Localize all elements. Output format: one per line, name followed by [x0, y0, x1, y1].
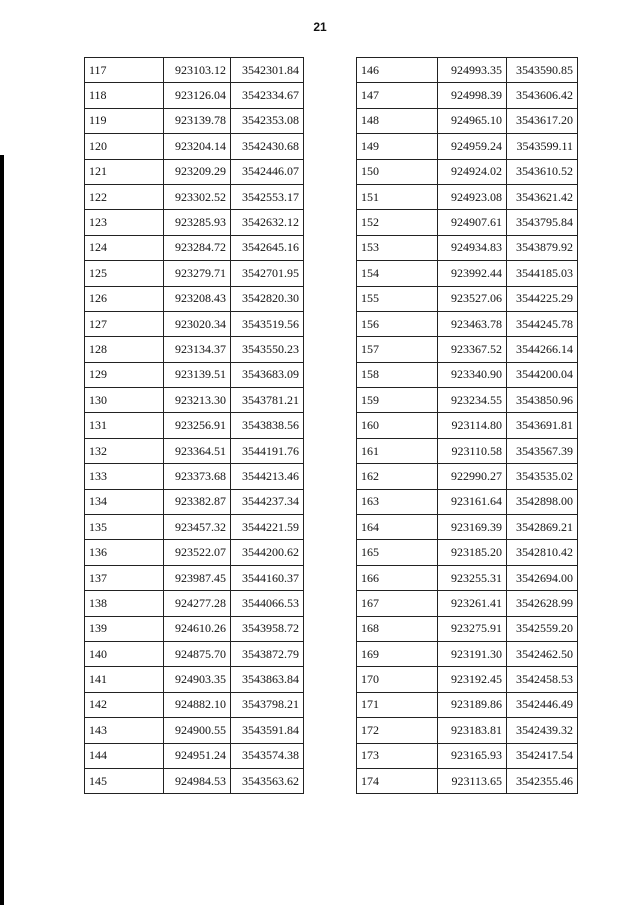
table-row: [85, 388, 304, 413]
table-row: [357, 591, 578, 616]
point-number-cell: 127: [85, 311, 164, 336]
x-coordinate-cell: 924907.61: [438, 210, 507, 235]
x-coordinate-cell: 923204.14: [164, 134, 231, 159]
table-row: [85, 540, 304, 565]
point-number-cell: 155: [357, 286, 438, 311]
point-number-cell: 138: [85, 591, 164, 616]
x-coordinate-cell: 923139.78: [164, 108, 231, 133]
table-row: [357, 362, 578, 387]
point-number-cell: 117: [85, 58, 164, 83]
y-coordinate-cell: 3544266.14: [507, 337, 578, 362]
x-coordinate-cell: 924993.35: [438, 58, 507, 83]
y-coordinate-cell: 3543683.09: [231, 362, 304, 387]
point-number-cell: 149: [357, 134, 438, 159]
table-row: [357, 83, 578, 108]
x-coordinate-cell: 923261.41: [438, 591, 507, 616]
point-number-cell: 156: [357, 311, 438, 336]
page-number: 21: [313, 20, 327, 34]
x-coordinate-cell: 923165.93: [438, 743, 507, 768]
x-coordinate-cell: 923192.45: [438, 667, 507, 692]
point-number-cell: 154: [357, 261, 438, 286]
y-coordinate-cell: 3543519.56: [231, 311, 304, 336]
x-coordinate-cell: 923189.86: [438, 692, 507, 717]
y-coordinate-cell: 3543590.85: [507, 58, 578, 83]
x-coordinate-cell: 924882.10: [164, 692, 231, 717]
x-coordinate-cell: 923382.87: [164, 489, 231, 514]
point-number-cell: 162: [357, 464, 438, 489]
point-number-cell: 150: [357, 159, 438, 184]
x-coordinate-cell: 923234.55: [438, 388, 507, 413]
table-row: [357, 515, 578, 540]
point-number-cell: 121: [85, 159, 164, 184]
x-coordinate-cell: 923169.39: [438, 515, 507, 540]
x-coordinate-cell: 922990.27: [438, 464, 507, 489]
point-number-cell: 134: [85, 489, 164, 514]
y-coordinate-cell: 3543610.52: [507, 159, 578, 184]
table-row: [357, 743, 578, 768]
y-coordinate-cell: 3542439.32: [507, 718, 578, 743]
y-coordinate-cell: 3542694.00: [507, 565, 578, 590]
y-coordinate-cell: 3544191.76: [231, 438, 304, 463]
y-coordinate-cell: 3543563.62: [231, 768, 304, 793]
x-coordinate-cell: 923367.52: [438, 337, 507, 362]
y-coordinate-cell: 3544185.03: [507, 261, 578, 286]
point-number-cell: 119: [85, 108, 164, 133]
y-coordinate-cell: 3544245.78: [507, 311, 578, 336]
table-row: [85, 641, 304, 666]
table-row: [357, 388, 578, 413]
y-coordinate-cell: 3542462.50: [507, 641, 578, 666]
x-coordinate-cell: 923103.12: [164, 58, 231, 83]
table-row: [357, 58, 578, 83]
table-row: [357, 464, 578, 489]
y-coordinate-cell: 3543850.96: [507, 388, 578, 413]
y-coordinate-cell: 3542632.12: [231, 210, 304, 235]
x-coordinate-cell: 923134.37: [164, 337, 231, 362]
point-number-cell: 135: [85, 515, 164, 540]
x-coordinate-cell: 924959.24: [438, 134, 507, 159]
point-number-cell: 158: [357, 362, 438, 387]
point-number-cell: 147: [357, 83, 438, 108]
point-number-cell: 140: [85, 641, 164, 666]
x-coordinate-cell: 924934.83: [438, 235, 507, 260]
y-coordinate-cell: 3543798.21: [231, 692, 304, 717]
table-row: [85, 438, 304, 463]
y-coordinate-cell: 3543617.20: [507, 108, 578, 133]
y-coordinate-cell: 3543621.42: [507, 184, 578, 209]
y-coordinate-cell: 3543599.11: [507, 134, 578, 159]
y-coordinate-cell: 3542810.42: [507, 540, 578, 565]
point-number-cell: 160: [357, 413, 438, 438]
x-coordinate-cell: 924610.26: [164, 616, 231, 641]
table-row: [357, 261, 578, 286]
point-number-cell: 153: [357, 235, 438, 260]
point-number-cell: 126: [85, 286, 164, 311]
point-number-cell: 174: [357, 768, 438, 793]
table-row: [85, 362, 304, 387]
point-number-cell: 145: [85, 768, 164, 793]
point-number-cell: 124: [85, 235, 164, 260]
table-row: [85, 565, 304, 590]
y-coordinate-cell: 3542553.17: [231, 184, 304, 209]
table-row: [85, 159, 304, 184]
y-coordinate-cell: 3544237.34: [231, 489, 304, 514]
y-coordinate-cell: 3542334.67: [231, 83, 304, 108]
y-coordinate-cell: 3542301.84: [231, 58, 304, 83]
x-coordinate-cell: 923114.80: [438, 413, 507, 438]
y-coordinate-cell: 3543838.56: [231, 413, 304, 438]
x-coordinate-cell: 923302.52: [164, 184, 231, 209]
y-coordinate-cell: 3542869.21: [507, 515, 578, 540]
table-row: [85, 464, 304, 489]
y-coordinate-cell: 3543550.23: [231, 337, 304, 362]
point-number-cell: 143: [85, 718, 164, 743]
table-row: [357, 235, 578, 260]
x-coordinate-cell: 924924.02: [438, 159, 507, 184]
table-row: [357, 641, 578, 666]
x-coordinate-cell: 924903.35: [164, 667, 231, 692]
y-coordinate-cell: 3543567.39: [507, 438, 578, 463]
point-number-cell: 168: [357, 616, 438, 641]
y-coordinate-cell: 3543535.02: [507, 464, 578, 489]
x-coordinate-cell: 923255.31: [438, 565, 507, 590]
x-coordinate-cell: 923183.81: [438, 718, 507, 743]
y-coordinate-cell: 3543591.84: [231, 718, 304, 743]
point-number-cell: 163: [357, 489, 438, 514]
table-row: [85, 591, 304, 616]
x-coordinate-cell: 923284.72: [164, 235, 231, 260]
point-number-cell: 137: [85, 565, 164, 590]
point-number-cell: 164: [357, 515, 438, 540]
table-row: [357, 438, 578, 463]
table-row: [357, 768, 578, 793]
table-row: [85, 667, 304, 692]
point-number-cell: 159: [357, 388, 438, 413]
table-row: [357, 565, 578, 590]
table-row: [85, 261, 304, 286]
point-number-cell: 142: [85, 692, 164, 717]
y-coordinate-cell: 3542628.99: [507, 591, 578, 616]
point-number-cell: 130: [85, 388, 164, 413]
y-coordinate-cell: 3544066.53: [231, 591, 304, 616]
y-coordinate-cell: 3542820.30: [231, 286, 304, 311]
table-row: [85, 210, 304, 235]
table-row: [85, 489, 304, 514]
x-coordinate-cell: 923992.44: [438, 261, 507, 286]
x-coordinate-cell: 923279.71: [164, 261, 231, 286]
table-row: [85, 311, 304, 336]
point-number-cell: 171: [357, 692, 438, 717]
x-coordinate-cell: 924984.53: [164, 768, 231, 793]
table-row: [357, 134, 578, 159]
y-coordinate-cell: 3543863.84: [231, 667, 304, 692]
coordinates-table-right: [356, 57, 578, 794]
table-row: [85, 134, 304, 159]
x-coordinate-cell: 924277.28: [164, 591, 231, 616]
y-coordinate-cell: 3542458.53: [507, 667, 578, 692]
table-row: [85, 58, 304, 83]
table-row: [357, 489, 578, 514]
point-number-cell: 139: [85, 616, 164, 641]
point-number-cell: 172: [357, 718, 438, 743]
table-row: [85, 108, 304, 133]
y-coordinate-cell: 3542898.00: [507, 489, 578, 514]
table-row: [85, 413, 304, 438]
point-number-cell: 152: [357, 210, 438, 235]
point-number-cell: 141: [85, 667, 164, 692]
x-coordinate-cell: 923340.90: [438, 362, 507, 387]
x-coordinate-cell: 923527.06: [438, 286, 507, 311]
x-coordinate-cell: 923161.64: [438, 489, 507, 514]
y-coordinate-cell: 3544225.29: [507, 286, 578, 311]
point-number-cell: 165: [357, 540, 438, 565]
x-coordinate-cell: 923987.45: [164, 565, 231, 590]
y-coordinate-cell: 3543958.72: [231, 616, 304, 641]
y-coordinate-cell: 3543606.42: [507, 83, 578, 108]
y-coordinate-cell: 3543795.84: [507, 210, 578, 235]
x-coordinate-cell: 923364.51: [164, 438, 231, 463]
point-number-cell: 169: [357, 641, 438, 666]
table-row: [357, 667, 578, 692]
point-number-cell: 131: [85, 413, 164, 438]
table-row: [85, 768, 304, 793]
x-coordinate-cell: 923020.34: [164, 311, 231, 336]
x-coordinate-cell: 923457.32: [164, 515, 231, 540]
table-row: [85, 692, 304, 717]
y-coordinate-cell: 3542446.07: [231, 159, 304, 184]
y-coordinate-cell: 3542355.46: [507, 768, 578, 793]
y-coordinate-cell: 3542559.20: [507, 616, 578, 641]
point-number-cell: 157: [357, 337, 438, 362]
x-coordinate-cell: 923110.58: [438, 438, 507, 463]
x-coordinate-cell: 924900.55: [164, 718, 231, 743]
x-coordinate-cell: 924951.24: [164, 743, 231, 768]
point-number-cell: 166: [357, 565, 438, 590]
table-row: [357, 540, 578, 565]
table-row: [357, 718, 578, 743]
table-row: [85, 743, 304, 768]
x-coordinate-cell: 923256.91: [164, 413, 231, 438]
y-coordinate-cell: 3542417.54: [507, 743, 578, 768]
x-coordinate-cell: 923285.93: [164, 210, 231, 235]
scan-margin-bar: [0, 155, 4, 905]
table-row: [85, 718, 304, 743]
y-coordinate-cell: 3543872.79: [231, 641, 304, 666]
y-coordinate-cell: 3542353.08: [231, 108, 304, 133]
point-number-cell: 151: [357, 184, 438, 209]
x-coordinate-cell: 923208.43: [164, 286, 231, 311]
point-number-cell: 148: [357, 108, 438, 133]
y-coordinate-cell: 3543691.81: [507, 413, 578, 438]
point-number-cell: 118: [85, 83, 164, 108]
x-coordinate-cell: 923373.68: [164, 464, 231, 489]
table-row: [85, 235, 304, 260]
table-row: [357, 616, 578, 641]
x-coordinate-cell: 923463.78: [438, 311, 507, 336]
table-row: [85, 616, 304, 641]
table-row: [85, 83, 304, 108]
table-row: [85, 515, 304, 540]
x-coordinate-cell: 924875.70: [164, 641, 231, 666]
x-coordinate-cell: 924965.10: [438, 108, 507, 133]
point-number-cell: 170: [357, 667, 438, 692]
x-coordinate-cell: 923209.29: [164, 159, 231, 184]
point-number-cell: 132: [85, 438, 164, 463]
x-coordinate-cell: 923191.30: [438, 641, 507, 666]
point-number-cell: 129: [85, 362, 164, 387]
point-number-cell: 161: [357, 438, 438, 463]
y-coordinate-cell: 3542701.95: [231, 261, 304, 286]
point-number-cell: 133: [85, 464, 164, 489]
table-row: [357, 286, 578, 311]
table-row: [357, 108, 578, 133]
point-number-cell: 122: [85, 184, 164, 209]
y-coordinate-cell: 3543879.92: [507, 235, 578, 260]
y-coordinate-cell: 3544213.46: [231, 464, 304, 489]
y-coordinate-cell: 3544200.62: [231, 540, 304, 565]
table-row: [357, 413, 578, 438]
y-coordinate-cell: 3544160.37: [231, 565, 304, 590]
point-number-cell: 167: [357, 591, 438, 616]
x-coordinate-cell: 923185.20: [438, 540, 507, 565]
point-number-cell: 173: [357, 743, 438, 768]
point-number-cell: 123: [85, 210, 164, 235]
table-row: [357, 692, 578, 717]
table-row: [85, 286, 304, 311]
y-coordinate-cell: 3544200.04: [507, 362, 578, 387]
x-coordinate-cell: 923126.04: [164, 83, 231, 108]
point-number-cell: 128: [85, 337, 164, 362]
x-coordinate-cell: 923113.65: [438, 768, 507, 793]
y-coordinate-cell: 3542430.68: [231, 134, 304, 159]
x-coordinate-cell: 923139.51: [164, 362, 231, 387]
table-row: [85, 337, 304, 362]
point-number-cell: 136: [85, 540, 164, 565]
coordinates-table-left: [84, 57, 304, 794]
y-coordinate-cell: 3542446.49: [507, 692, 578, 717]
table-row: [357, 210, 578, 235]
y-coordinate-cell: 3542645.16: [231, 235, 304, 260]
table-row: [357, 159, 578, 184]
point-number-cell: 120: [85, 134, 164, 159]
table-row: [357, 311, 578, 336]
x-coordinate-cell: 923275.91: [438, 616, 507, 641]
table-row: [357, 337, 578, 362]
x-coordinate-cell: 923522.07: [164, 540, 231, 565]
x-coordinate-cell: 923213.30: [164, 388, 231, 413]
y-coordinate-cell: 3543781.21: [231, 388, 304, 413]
x-coordinate-cell: 924998.39: [438, 83, 507, 108]
point-number-cell: 146: [357, 58, 438, 83]
point-number-cell: 144: [85, 743, 164, 768]
table-row: [357, 184, 578, 209]
x-coordinate-cell: 924923.08: [438, 184, 507, 209]
y-coordinate-cell: 3543574.38: [231, 743, 304, 768]
table-row: [85, 184, 304, 209]
point-number-cell: 125: [85, 261, 164, 286]
y-coordinate-cell: 3544221.59: [231, 515, 304, 540]
